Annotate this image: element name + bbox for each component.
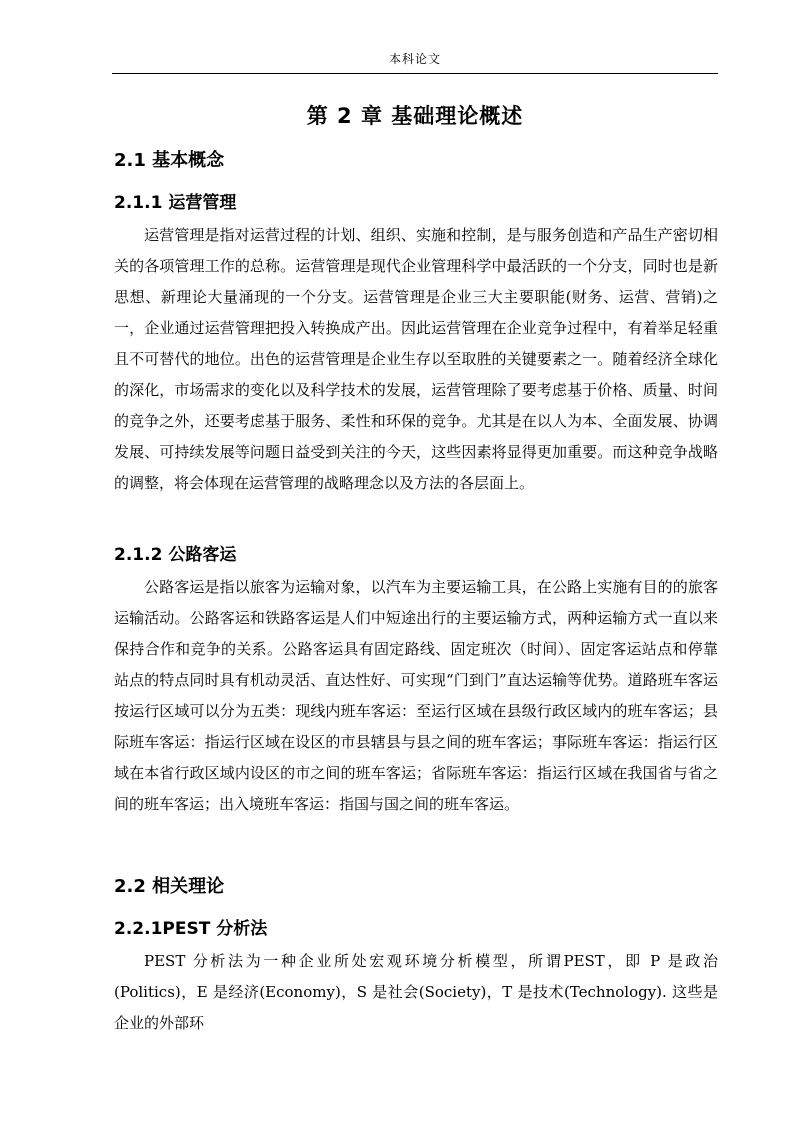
running-header: 本科论文 xyxy=(388,52,441,66)
paragraph-operations-management: 运营管理是指对运营过程的计划、组织、实施和控制，是与服务创造和产品生产密切相关的各项管理工作的总称。运营管理是现代企业管理科学中最活跃的一个分支，同时也是新思想、新理论大量涌现的一个分支。运营管理是企业三大主要职能(财务、运营、营销)之一，企业通过运营管理把投入转换成产出。因此运营管理在企业竞争过程中，有着举足轻重且不可替代的地位。出色的运营管理是企业生存以至取胜的关键要素之一。随着经济全球化的深化，市场需求的变化以及科学技术的发展，运营管理除了要考虑基于价格、质量、时间的竞争之外，还要考虑基于服务、柔性和环保的竞争。尤其是在以人为本、全面发展、协调发展、可持续发展等问题日益受到关注的今天，这些因素将显得更加重要。而这种竞争战略的调整，将会体现在运营管理的战略理念以及方法的各层面上。 xyxy=(114,226,718,492)
paragraph-road-passenger-transport: 公路客运是指以旅客为运输对象，以汽车为主要运输工具，在公路上实施有目的的旅客运输活动。公路客运和铁路客运是人们中短途出行的主要运输方式，两种运输方式一直以来保持合作和竞争的关系。公路客运具有固定路线、固定班次（时间）、固定客运站点和停靠站点的特点同时具有机动灵活、直达性好、可实现“门到门”直达运输等优势。道路班车客运按运行区域可以分为五类：现线内班车客运：至运行区域在县级行政区域内的班车客运；县际班车客运：指运行区域在设区的市县辖县与县之间的班车客运；事际班车客运：指运行区域在本省行政区域内设区的市之间的班车客运；省际班车客运：指运行区域在我国省与省之间的班车客运；出入境班车客运：指国与国之间的班车客运。 xyxy=(114,578,718,813)
header-rule xyxy=(112,73,718,74)
paragraph-pest-analysis: PEST 分析法为一种企业所处宏观环境分析模型，所谓PEST，即 P 是政治(Politics)，E 是经济(Economy)，S 是社会(Society)，T 是技术(Technology). 这些是企业的外部环 xyxy=(114,952,718,1032)
subsection-heading-2-1-1: 2.1.1 运营管理 xyxy=(114,193,237,213)
section-heading-2-2: 2.2 相关理论 xyxy=(114,876,225,897)
section-heading-2-1: 2.1 基本概念 xyxy=(114,150,225,171)
subsection-heading-2-2-1: 2.2.1PEST 分析法 xyxy=(114,919,268,939)
chapter-title: 第 2 章 基础理论概述 xyxy=(306,104,524,128)
subsection-heading-2-1-2: 2.1.2 公路客运 xyxy=(114,545,237,565)
